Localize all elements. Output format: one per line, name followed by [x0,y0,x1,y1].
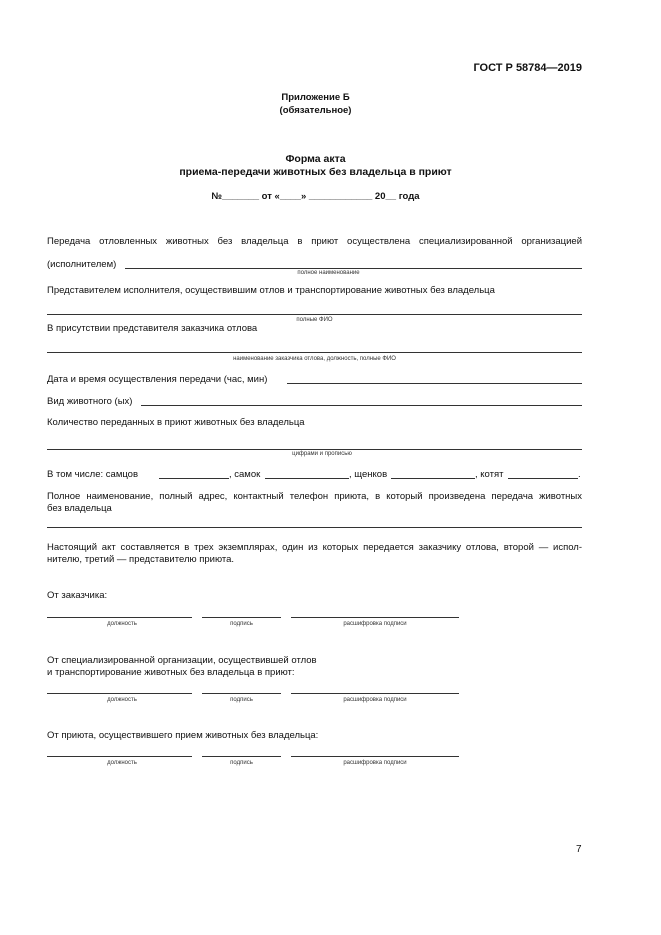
note-text-cont: нителю, третий — представителю приюта. [47,554,235,565]
females-field[interactable] [265,478,349,479]
standard-number: ГОСТ Р 58784—2019 [473,62,582,74]
form-subtitle: приема-передачи животных без владельца в приют [179,166,452,178]
customer-label: В присутствии представителя заказчика отлова [47,323,258,334]
form-title: Форма акта [285,153,346,165]
caption-signature: подпись [230,621,253,627]
caption-position: должность [107,697,137,703]
sign-shelter-position-field[interactable] [47,756,192,757]
representative-field[interactable] [47,314,582,315]
executor-caption: полное наименование [297,270,360,276]
caption-signature: подпись [230,697,253,703]
puppies-label: , щенков [349,469,388,480]
shelter-info-field[interactable] [47,527,582,528]
shelter-info-label: Полное наименование, полный адрес, контактный телефон приюта, в который произведена передача животных [47,491,582,502]
sign-customer-signature-field[interactable] [202,617,281,618]
customer-caption: наименование заказчика отлова, должность, полные ФИО [233,356,396,362]
datetime-field[interactable] [287,383,582,384]
females-label: , самок [229,469,261,480]
datetime-label: Дата и время осуществления передачи (час, мин) [47,374,268,385]
count-field[interactable] [47,449,582,450]
appendix-title: Приложение Б [281,92,350,103]
caption-decoding: расшифровка подписи [343,621,407,627]
note-text: Настоящий акт составляется в трех экземплярах, один из которых передается заказчику отлова, второй — испол- [47,542,582,553]
representative-label: Представителем исполнителя, осуществившим отлов и транспортирование животных без владельца [47,285,495,296]
sign-customer-decoding-field[interactable] [291,617,459,618]
males-label: В том числе: самцов [47,469,139,480]
count-label: Количество переданных в приют животных без владельца [47,417,305,428]
page-number: 7 [576,844,582,855]
act-number-line: №_______ от «____» ____________ 20__ года [211,191,420,202]
count-caption: цифрами и прописью [292,451,352,457]
executor-label: (исполнителем) [47,259,117,270]
sign-org-label: От специализированной организации, осуществившей отлов [47,655,317,666]
kittens-label: , котят [475,469,504,480]
customer-field[interactable] [47,352,582,353]
representative-caption: полные ФИО [296,317,333,323]
caption-position: должность [107,760,137,766]
sign-shelter-signature-field[interactable] [202,756,281,757]
sign-shelter-label: От приюта, осуществившего прием животных без владельца: [47,730,319,741]
caption-position: должность [107,621,137,627]
sign-customer-label: От заказчика: [47,590,108,601]
sign-org-position-field[interactable] [47,693,192,694]
transfer-text: Передача отловленных животных без владельца в приют осуществлена специализированной организацией [47,236,582,247]
species-label: Вид животного (ых) [47,396,133,407]
sign-customer-position-field[interactable] [47,617,192,618]
sign-shelter-decoding-field[interactable] [291,756,459,757]
caption-decoding: расшифровка подписи [343,697,407,703]
executor-field[interactable] [125,268,582,269]
species-field[interactable] [141,405,582,406]
caption-signature: подпись [230,760,253,766]
sign-org-signature-field[interactable] [202,693,281,694]
sign-org-label-cont: и транспортирование животных без владельца в приют: [47,667,295,678]
appendix-status: (обязательное) [279,105,352,116]
period: . [578,469,581,480]
shelter-info-label-cont: без владельца [47,503,112,514]
males-field[interactable] [159,478,229,479]
puppies-field[interactable] [391,478,475,479]
caption-decoding: расшифровка подписи [343,760,407,766]
sign-org-decoding-field[interactable] [291,693,459,694]
kittens-field[interactable] [508,478,578,479]
